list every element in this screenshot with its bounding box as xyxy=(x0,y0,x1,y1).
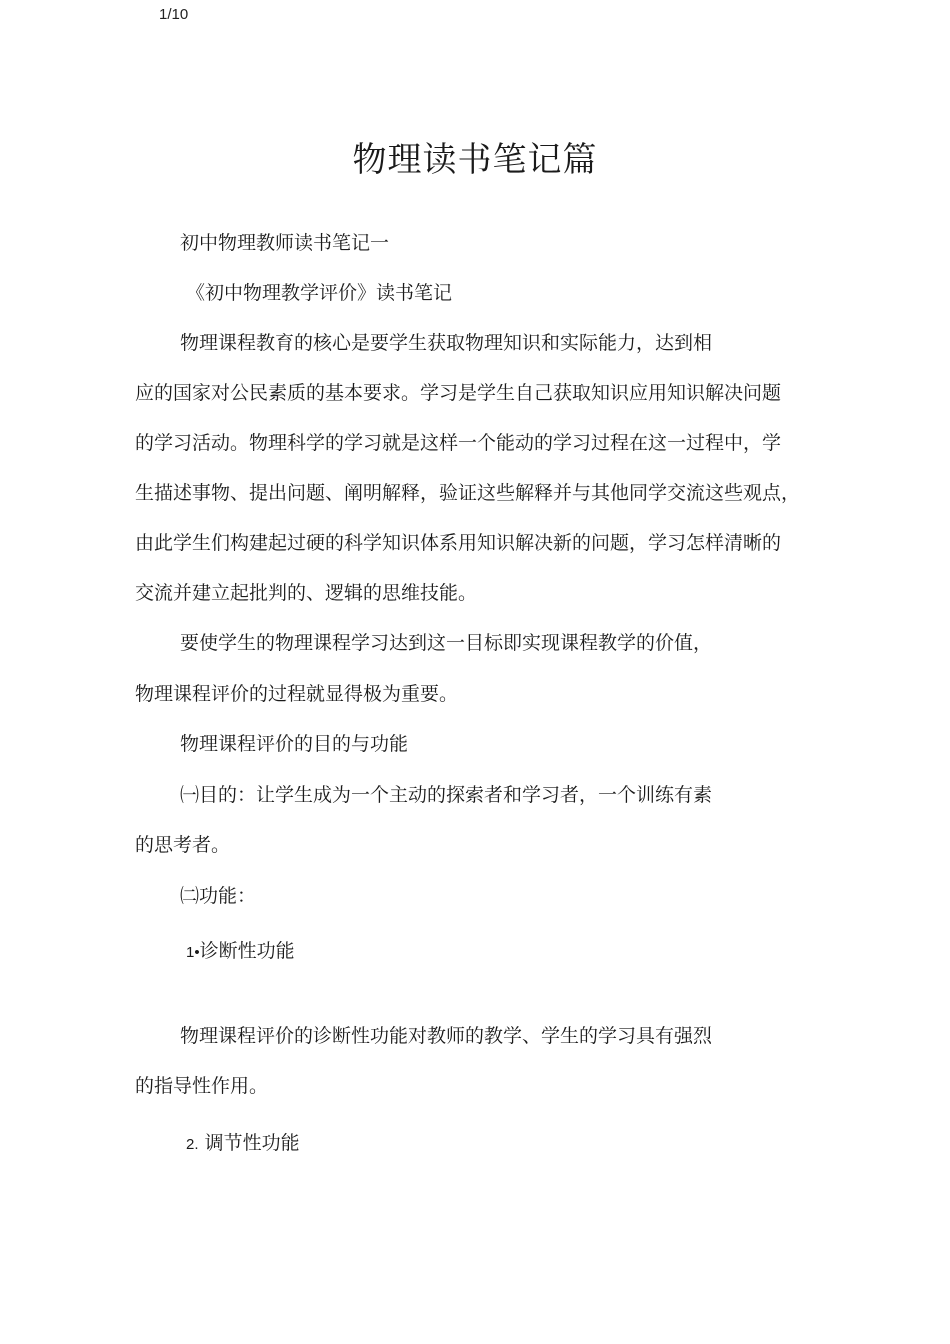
paragraph-line: 物理课程评价的诊断性功能对教师的教学、学生的学习具有强烈 xyxy=(180,1025,713,1047)
paragraph-line: 物理课程评价的过程就显得极为重要。 xyxy=(135,683,459,705)
paragraph-line: 的指导性作用。 xyxy=(135,1075,269,1097)
paragraph-line: 应的国家对公民素质的基本要求。学习是学生自己获取知识应用知识解决问题 xyxy=(135,382,782,404)
paragraph-line: 物理课程教育的核心是要学生获取物理知识和实际能力，达到相 xyxy=(180,332,713,354)
list-item-label: 诊断性功能 xyxy=(199,940,295,962)
function-heading: ㈡功能： xyxy=(180,885,257,907)
paragraph-line: 生描述事物、提出问题、阐明解释，验证这些解释并与其他同学交流这些观点， xyxy=(135,482,801,504)
paragraph-line: 的学习活动。物理科学的学习就是这样一个能动的学习过程在这一过程中，学 xyxy=(135,432,782,454)
paragraph-line: 要使学生的物理课程学习达到这一目标即实现课程教学的价值， xyxy=(180,632,713,654)
list-number: 1• xyxy=(186,944,200,961)
paragraph-line: 交流并建立起批判的、逻辑的思维技能。 xyxy=(135,582,478,604)
page-number: 1/10 xyxy=(159,6,189,23)
list-item-regulatory xyxy=(186,1130,300,1158)
purpose-line: ㈠目的：让学生成为一个主动的探索者和学习者，一个训练有素 xyxy=(180,784,713,806)
document-title: 物理读书笔记篇 xyxy=(352,140,598,180)
list-item-label: 调节性功能 xyxy=(204,1132,300,1154)
paragraph-line: 由此学生们构建起过硬的科学知识体系用知识解决新的问题，学习怎样清晰的 xyxy=(135,532,782,554)
book-title: 《初中物理教学评价》读书笔记 xyxy=(186,282,453,304)
purpose-line: 的思考者。 xyxy=(135,834,231,856)
list-number: 2. xyxy=(186,1136,199,1153)
subtitle: 初中物理教师读书笔记一 xyxy=(180,232,390,254)
list-item-diagnostic xyxy=(186,938,295,966)
section-heading: 物理课程评价的目的与功能 xyxy=(180,733,409,755)
